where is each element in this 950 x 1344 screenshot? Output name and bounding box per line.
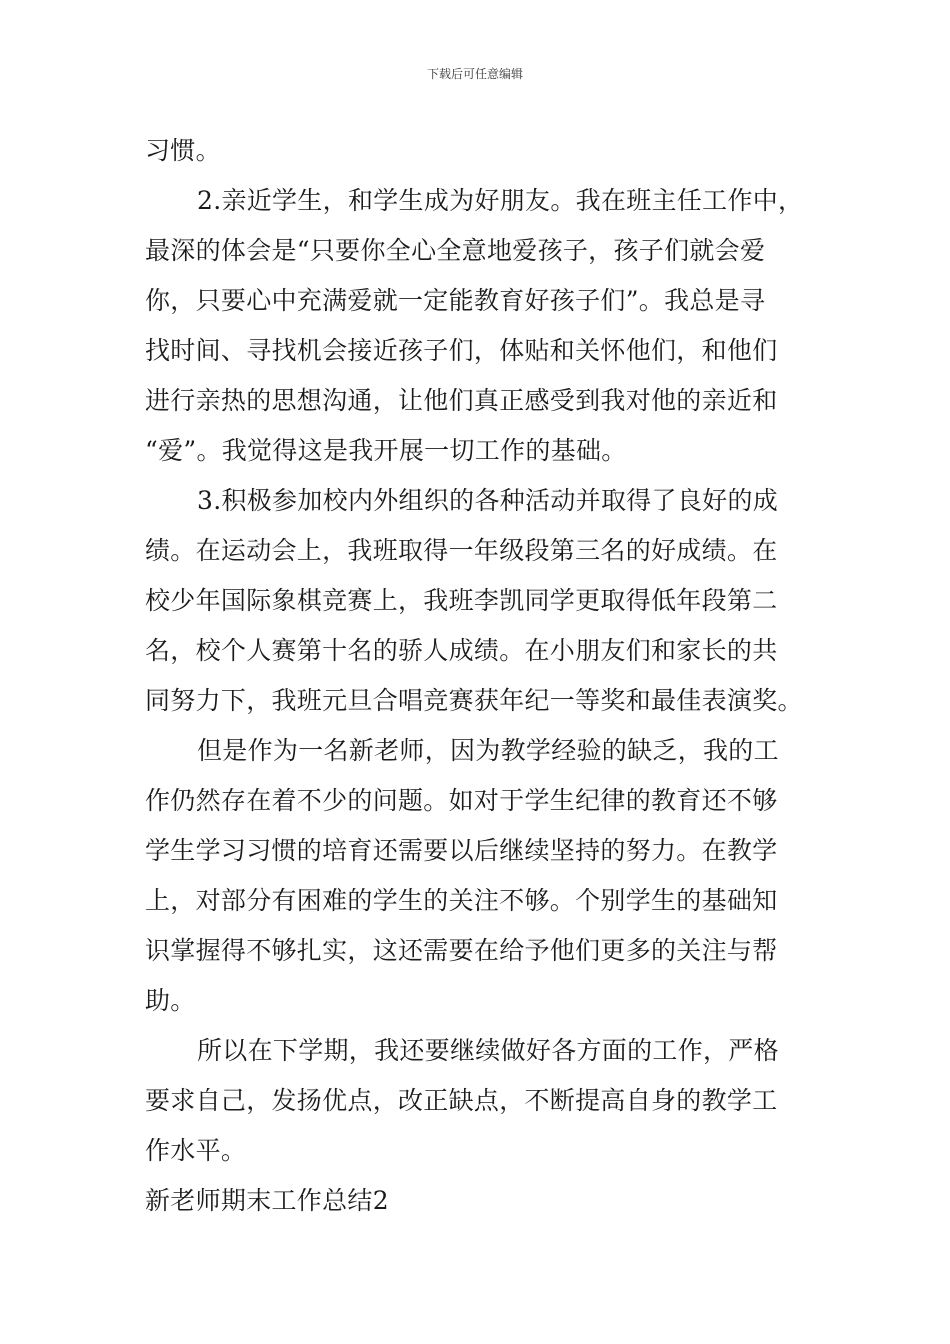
- text-line: 2.亲近学生，和学生成为好朋友。我在班主任工作中，: [197, 186, 804, 215]
- page-header: 下载后可任意编辑: [426, 67, 523, 81]
- text-line: 助。: [145, 986, 196, 1015]
- text-line: 但是作为一名新老师，因为教学经验的缺乏，我的工: [197, 736, 779, 765]
- text-line: 学生学习习惯的培育还需要以后继续坚持的努力。在教学: [145, 836, 778, 865]
- text-line: 3.积极参加校内外组织的各种活动并取得了良好的成: [197, 486, 779, 515]
- text-line: 同努力下，我班元旦合唱竞赛获年纪一等奖和最佳表演奖。: [145, 686, 803, 715]
- text-line: 名，校个人赛第十名的骄人成绩。在小朋友们和家长的共: [145, 636, 778, 665]
- section-heading: 新老师期末工作总结2: [145, 1186, 389, 1215]
- text-line: 所以在下学期，我还要继续做好各方面的工作，严格: [197, 1036, 779, 1065]
- document-body: [145, 126, 835, 1226]
- text-line: “爱”。我觉得这是我开展一切工作的基础。: [145, 436, 627, 465]
- text-line: 最深的体会是“只要你全心全意地爱孩子，孩子们就会爱: [145, 236, 766, 265]
- text-line: 找时间、寻找机会接近孩子们，体贴和关怀他们，和他们: [145, 336, 778, 365]
- text-line: 习惯。: [145, 136, 221, 165]
- text-line: 识掌握得不够扎实，这还需要在给予他们更多的关注与帮: [145, 936, 778, 965]
- text-line: 要求自己，发扬优点，改正缺点，不断提高自身的教学工: [145, 1086, 778, 1115]
- text-line: 你，只要心中充满爱就一定能教育好孩子们”。我总是寻: [145, 286, 766, 315]
- text-line: 作仍然存在着不少的问题。如对于学生纪律的教育还不够: [145, 786, 778, 815]
- text-line: 进行亲热的思想沟通，让他们真正感受到我对他的亲近和: [145, 386, 778, 415]
- text-line: 上，对部分有困难的学生的关注不够。个别学生的基础知: [145, 886, 778, 915]
- text-line: 绩。在运动会上，我班取得一年级段第三名的好成绩。在: [145, 536, 778, 565]
- text-line: 作水平。: [145, 1136, 247, 1165]
- text-line: 校少年国际象棋竞赛上，我班李凯同学更取得低年段第二: [145, 586, 778, 615]
